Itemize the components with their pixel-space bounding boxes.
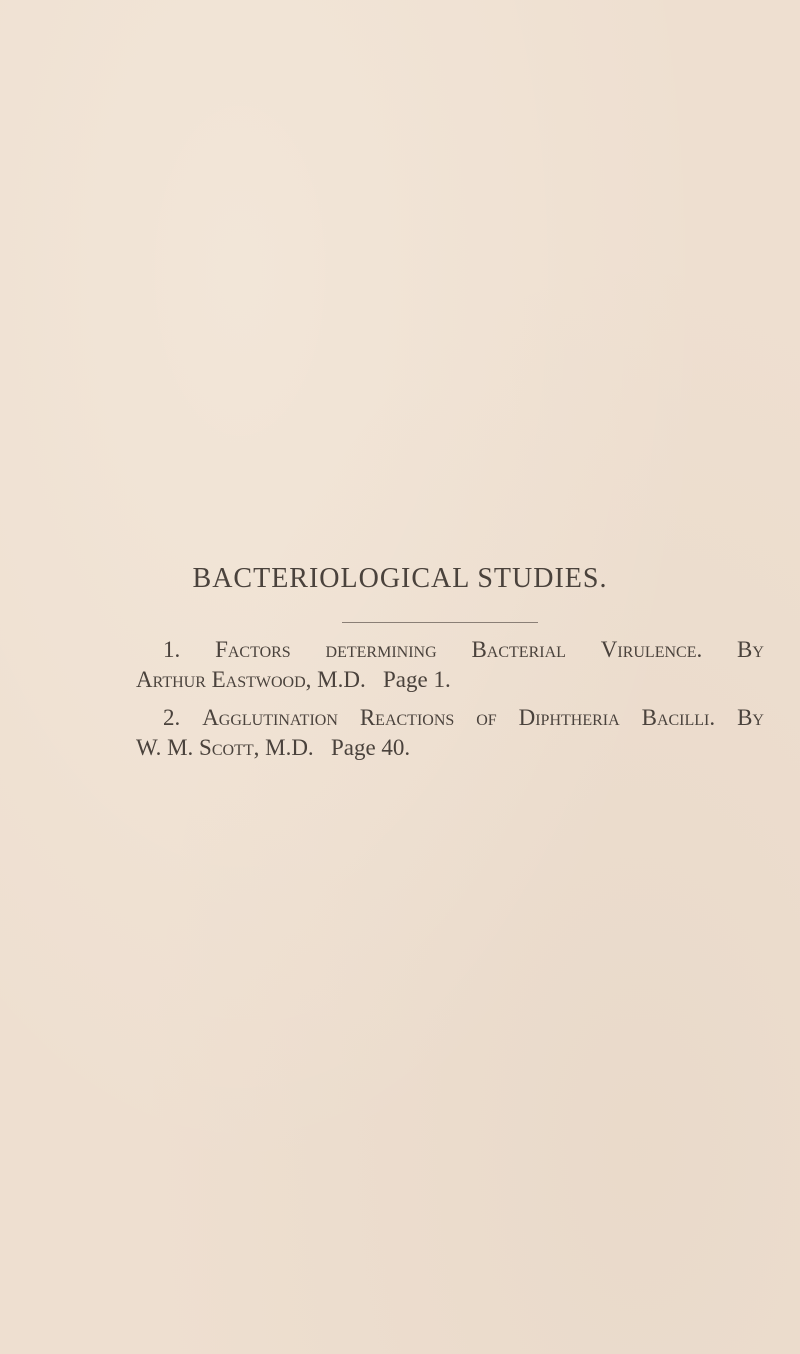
entry-page: Page 1. bbox=[382, 667, 451, 692]
title-underline bbox=[342, 622, 538, 623]
entry-title-word: Bacilli. bbox=[641, 705, 716, 730]
entry-author-line bbox=[136, 666, 451, 694]
entry-by: By bbox=[737, 637, 764, 662]
entry-number: 1. bbox=[163, 637, 181, 662]
entry-number: 2. bbox=[163, 705, 181, 730]
entry-title-word: Reactions bbox=[359, 705, 455, 730]
entry-title-line bbox=[163, 704, 764, 732]
entry-title-word: Factors bbox=[215, 637, 291, 662]
entry-title-line bbox=[163, 636, 764, 664]
entry-by: By bbox=[737, 705, 764, 730]
entry-author: Arthur Eastwood, M.D. bbox=[136, 667, 366, 692]
page-title: BACTERIOLOGICAL STUDIES. bbox=[192, 563, 608, 594]
entry-title-word: of bbox=[476, 705, 497, 730]
entry-author: W. M. Scott, M.D. bbox=[136, 735, 314, 760]
entry-title-word: Bacterial bbox=[471, 637, 566, 662]
entry-page: Page 40. bbox=[330, 735, 411, 760]
entry-title-word: determining bbox=[325, 637, 437, 662]
entry-author-line bbox=[136, 734, 410, 762]
entry-title-word: Virulence. bbox=[600, 637, 703, 662]
entry-title-word: Agglutination bbox=[202, 705, 338, 730]
entry-title-word: Diphtheria bbox=[518, 705, 620, 730]
